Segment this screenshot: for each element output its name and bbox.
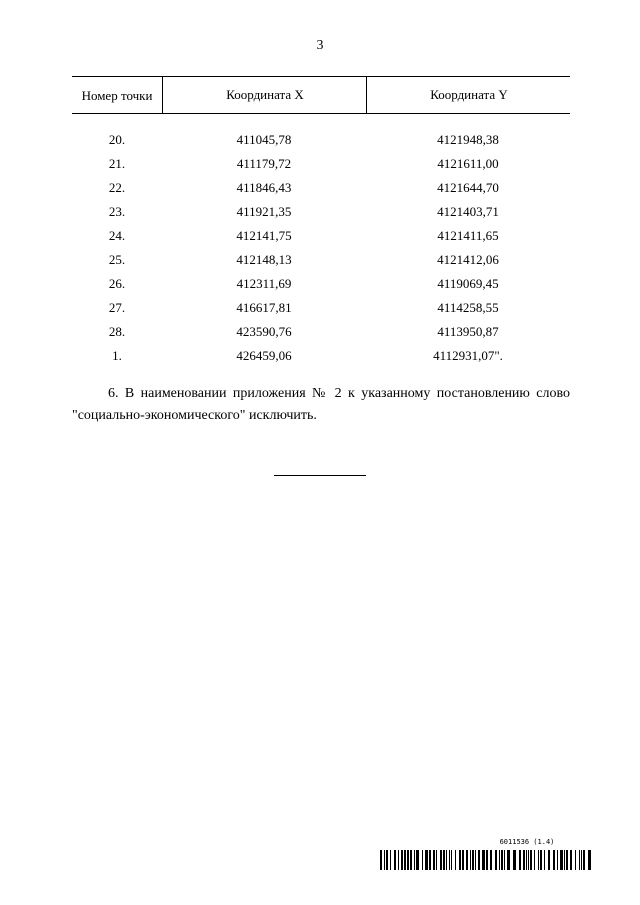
header-coordinate-y: Координата Y [366, 77, 571, 113]
barcode-number: 6011536 (1.4) [499, 838, 555, 846]
point-number-cell: 27. [108, 300, 126, 315]
coordinate-x-cell: 411921,35 [236, 204, 292, 219]
coordinate-x-cell: 412141,75 [236, 228, 292, 243]
table-body [72, 128, 570, 368]
table-row [72, 344, 570, 368]
coordinate-x-cell: 426459,06 [236, 348, 292, 363]
coordinate-x-cell: 412148,13 [236, 252, 292, 267]
table-row [72, 128, 570, 152]
table-header [72, 76, 570, 114]
coordinate-x-cell: 411045,78 [236, 132, 292, 147]
coordinate-x-cell: 423590,76 [236, 324, 292, 339]
coordinate-y-cell: 4119069,45 [437, 276, 499, 291]
coordinate-y-cell: 4121403,71 [437, 204, 499, 219]
point-number-cell: 23. [108, 204, 126, 219]
coordinates-table [72, 76, 570, 368]
coordinate-y-cell: 4121948,38 [437, 132, 499, 147]
point-number-cell: 28. [108, 324, 126, 339]
coordinate-x-cell: 412311,69 [236, 276, 292, 291]
point-number-cell: 1. [112, 348, 122, 363]
end-divider [274, 475, 366, 476]
table-row [72, 248, 570, 272]
table-row [72, 320, 570, 344]
coordinate-y-cell: 4114258,55 [437, 300, 499, 315]
table-row [72, 296, 570, 320]
point-number-cell: 25. [108, 252, 126, 267]
table-row [72, 272, 570, 296]
table-row [72, 176, 570, 200]
coordinate-y-cell: 4113950,87 [437, 324, 499, 339]
header-point-number: Номер точки [81, 87, 153, 103]
point-number-cell: 22. [108, 180, 126, 195]
table-row [72, 152, 570, 176]
coordinate-x-cell: 411179,72 [236, 156, 292, 171]
point-number-cell: 24. [108, 228, 126, 243]
header-coordinate-x: Координата X [162, 77, 367, 113]
barcode-image [380, 850, 592, 870]
coordinate-y-cell: 4121412,06 [437, 252, 499, 267]
amendment-paragraph: 6. В наименовании приложения № 2 к указанному постановлению слово "социально-экономического" исключить. [72, 386, 570, 423]
point-number-cell: 21. [108, 156, 126, 171]
point-number-cell: 20. [108, 132, 126, 147]
point-number-cell: 26. [108, 276, 126, 291]
table-row [72, 200, 570, 224]
coordinate-y-cell: 4112931,07". [433, 348, 503, 363]
coordinate-y-cell: 4121611,00 [437, 156, 499, 171]
coordinate-y-cell: 4121411,65 [437, 228, 499, 243]
page-number: 3 [316, 38, 324, 53]
coordinate-x-cell: 411846,43 [236, 180, 292, 195]
table-row [72, 224, 570, 248]
coordinate-y-cell: 4121644,70 [437, 180, 499, 195]
coordinate-x-cell: 416617,81 [236, 300, 292, 315]
